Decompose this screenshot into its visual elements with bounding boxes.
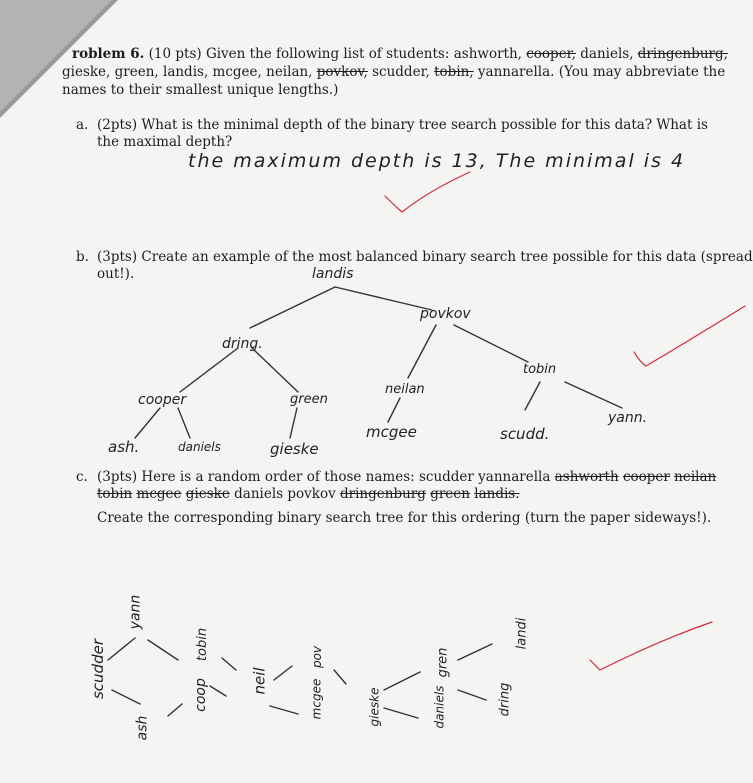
tree-node-scudd: scudd. — [500, 425, 550, 443]
order-neilan: neilan — [674, 469, 717, 485]
edge-dring-green — [252, 348, 298, 392]
edge-green-gieske — [290, 408, 297, 438]
side-node-tobin: tobin — [195, 627, 211, 662]
tree-node-povkov: povkov — [420, 306, 471, 322]
student-3: dringenburg, — [637, 46, 728, 62]
tree-node-landis: landis — [312, 266, 354, 282]
edge-cooper-ash — [135, 408, 160, 438]
side-node-gren: gren — [435, 647, 451, 678]
student-4: gieske, — [62, 64, 111, 80]
part-a-label: a. — [76, 117, 89, 133]
order-mcgee: mcgee — [136, 486, 182, 502]
part-a-question-2: the maximal depth? — [97, 134, 233, 150]
student-1: cooper, — [526, 46, 576, 62]
tree-node-gieske: gieske — [270, 440, 319, 458]
edge-scudder-yann — [108, 638, 135, 660]
order-daniels: daniels — [234, 486, 284, 502]
part-a-handwritten-answer: the maximum depth is 13, The minimal is 4 — [188, 150, 686, 172]
order-gieske: gieske — [185, 486, 230, 502]
student-5: green, — [114, 64, 159, 80]
part-b-checkmark — [634, 306, 745, 366]
edge-scudder-ash — [112, 690, 140, 704]
edge-gieske-gren — [384, 672, 420, 690]
student-9: povkov, — [316, 64, 368, 80]
tree-node-neilan: neilan — [385, 382, 425, 397]
edge-gren-dring — [458, 690, 486, 700]
part-b-question-1: (3pts) Create an example of the most balanced binary search tree possible for this data (spread — [97, 249, 753, 265]
part-a-checkmark — [385, 172, 470, 212]
side-node-ash: ash — [134, 715, 151, 741]
part-b-question-2: out!). — [97, 266, 135, 282]
side-node-daniels: daniels — [432, 685, 447, 729]
edge-povkov-tobin — [454, 325, 528, 362]
order-ashworth: ashworth — [554, 469, 619, 485]
student-12: yannarella. — [477, 64, 555, 80]
tree-node-yann: yann. — [608, 410, 648, 426]
edge-coop-neil — [210, 686, 226, 696]
order-tobin: tobin — [97, 486, 133, 502]
edge-yann-coop — [148, 640, 178, 660]
side-node-coop: coop — [192, 678, 209, 712]
part-c-checkmark — [590, 622, 712, 670]
side-node-pov: pov — [310, 645, 325, 669]
student-10: scudder, — [372, 64, 430, 80]
tree-node-tobin: tobin — [523, 362, 557, 377]
part-c-instruction: Create the corresponding binary search tree for this ordering (turn the paper sideways!). — [97, 510, 712, 526]
tree-node-dring: dring. — [222, 336, 263, 352]
edge-povkov-neilan — [408, 325, 436, 378]
edge-tobin-yann — [565, 382, 622, 408]
problem-line-2-tail: (You may abbreviate the — [558, 64, 726, 80]
tree-node-green: green — [290, 392, 328, 407]
edge-landis-dring — [250, 287, 335, 328]
problem-title: roblem 6. — [72, 46, 145, 62]
side-node-dring: dring — [497, 682, 513, 717]
problem-intro: (10 pts) Given the following list of students: — [148, 46, 450, 62]
student-11: tobin, — [434, 64, 474, 80]
side-node-mcgee: mcgee — [309, 678, 324, 720]
order-povkov: povkov — [287, 486, 336, 502]
side-node-gieske: gieske — [367, 687, 382, 727]
side-node-scudder: scudder — [89, 638, 108, 700]
problem-line-3: names to their smallest unique lengths.) — [62, 82, 339, 98]
side-node-neil: neil — [250, 667, 269, 695]
student-7: mcgee, — [212, 64, 262, 80]
order-dringenburg: dringenburg — [340, 486, 426, 502]
tree-node-cooper: cooper — [138, 392, 187, 408]
side-node-landi: landi — [514, 617, 530, 650]
edge-pov-gieske — [334, 670, 346, 684]
student-0: ashworth, — [453, 46, 522, 62]
tree-node-daniels: daniels — [178, 440, 221, 454]
part-c-label: c. — [76, 469, 88, 485]
edge-neilan-mcgee — [388, 398, 400, 422]
tree-node-ash: ash. — [108, 438, 140, 456]
edge-tobin-scudd — [525, 382, 540, 410]
edge-ash-coop — [168, 704, 182, 716]
student-6: landis, — [163, 64, 209, 80]
edge-cooper-daniels — [178, 408, 190, 438]
order-landis: landis. — [474, 486, 520, 502]
edge-tobin-neil — [222, 658, 236, 670]
part-c-prefix: (3pts) Here is a random order of those names: scudder yannarella — [97, 469, 551, 485]
order-cooper: cooper — [622, 469, 670, 485]
side-node-yann: yann — [127, 594, 144, 630]
student-8: neilan, — [266, 64, 313, 80]
edge-gren-landi — [458, 644, 492, 660]
tree-node-mcgee: mcgee — [366, 423, 417, 441]
order-green: green — [430, 486, 470, 502]
edge-dring-cooper — [180, 348, 238, 392]
student-2: daniels, — [580, 46, 634, 62]
edge-landis-povkov — [335, 287, 432, 310]
part-a-question-1: (2pts) What is the minimal depth of the binary tree search possible for this data? What is — [97, 117, 708, 133]
edge-gieske-daniels — [384, 708, 418, 718]
part-b-label: b. — [76, 249, 89, 265]
edge-neil-pov — [274, 666, 292, 680]
edge-neil-mcgee — [270, 706, 298, 714]
